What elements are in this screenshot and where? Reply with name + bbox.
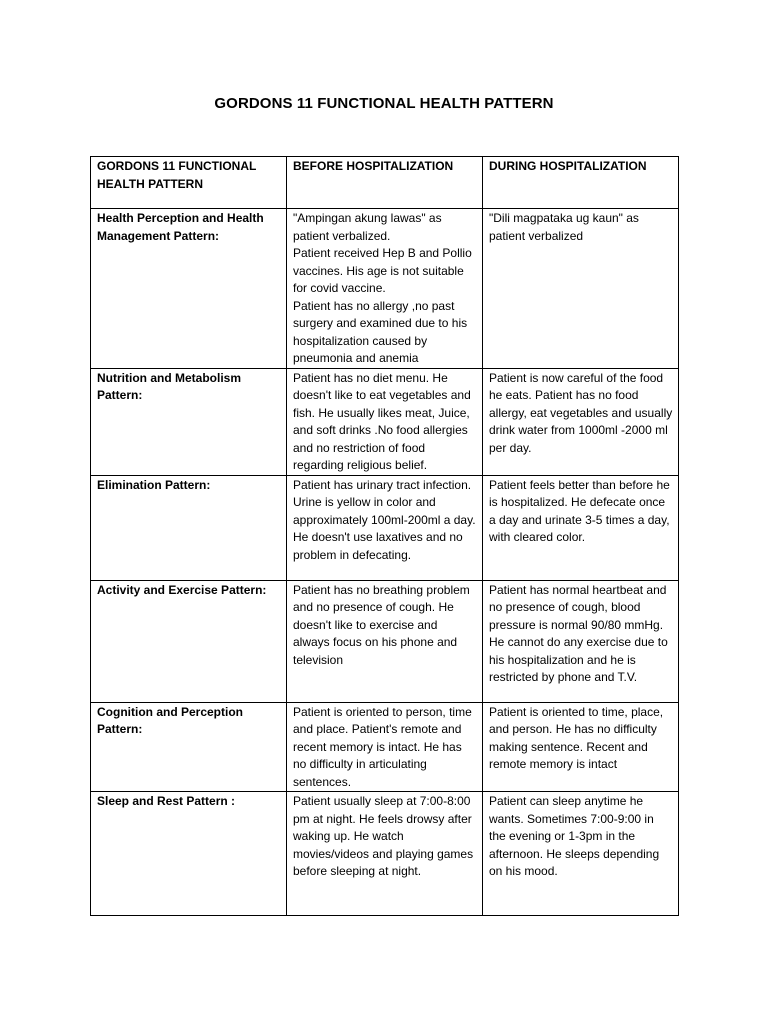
table-row: [91, 580, 679, 702]
header-during-hospitalization: DURING HOSPITALIZATION: [483, 157, 679, 209]
during-text: Patient feels better than before he is hospitalized. He defecate once a day and urinate 3-5 times a day, with cleared color.: [489, 477, 670, 544]
before-cell: [287, 580, 483, 702]
functional-health-pattern-table: [90, 156, 679, 916]
page-title: GORDONS 11 FUNCTIONAL HEALTH PATTERN: [214, 95, 554, 112]
during-cell: [483, 580, 679, 702]
header-before-hospitalization: BEFORE HOSPITALIZATION: [287, 157, 483, 209]
during-text: Patient can sleep anytime he wants. Sometimes 7:00-9:00 in the evening or 1-3pm in the afternoon. He sleeps depending on his mood.: [489, 794, 660, 878]
during-cell: [483, 475, 679, 580]
before-text: Patient has no diet menu. He doesn't like to eat vegetables and fish. He usually likes meat, Juice, and soft drinks .No food allergies and no restriction of food regarding religious belief.: [293, 370, 471, 472]
table-row: [91, 702, 679, 792]
during-text: Patient has normal heartbeat and no presence of cough, blood pressure is normal 90/80 mmHg. He cannot do any exercise due to his hospitalization and he is restricted by phone and T.V.: [489, 582, 668, 684]
during-cell: [483, 702, 679, 792]
header-pattern: GORDONS 11 FUNCTIONAL HEALTH PATTERN: [91, 157, 287, 209]
pattern-label: Nutrition and Metabolism Pattern:: [91, 368, 287, 475]
before-cell: [287, 702, 483, 792]
during-cell: [483, 209, 679, 369]
before-cell: [287, 209, 483, 369]
pattern-label: Sleep and Rest Pattern :: [91, 792, 287, 916]
table-row: [91, 792, 679, 916]
during-text: Patient is now careful of the food he eats. Patient has no food allergy, eat vegetables and usually drink water from 1000ml -2000 ml per day.: [489, 370, 673, 455]
table-row: [91, 368, 679, 475]
table-header-row: [91, 157, 679, 209]
pattern-label: Elimination Pattern:: [91, 475, 287, 580]
during-cell: [483, 792, 679, 916]
table-row: [91, 209, 679, 369]
before-text: Patient received Hep B and Pollio vaccines. His age is not suitable for covid vaccine.: [293, 246, 472, 295]
pattern-label: Activity and Exercise Pattern:: [91, 580, 287, 702]
during-cell: [483, 368, 679, 475]
before-text: Patient usually sleep at 7:00-8:00 pm at night. He feels drowsy after waking up. He watch movies/videos and playing games before sleeping at night.: [293, 794, 474, 878]
before-text: Patient has no allergy ,no past surgery and examined due to his hospitalization caused by pneumonia and anemia: [293, 298, 468, 365]
before-text: Patient is oriented to person, time and place. Patient's remote and recent memory is intact. He has no difficulty in articulating sentences.: [293, 704, 472, 789]
before-cell: [287, 792, 483, 916]
before-text: Patient has no breathing problem and no presence of cough. He doesn't like to exercise and always focus on his phone and television: [293, 582, 470, 667]
pattern-label: Cognition and Perception Pattern:: [91, 702, 287, 792]
before-text: "Ampingan akung lawas" as patient verbalized.: [293, 211, 442, 243]
before-cell: [287, 475, 483, 580]
during-text: Patient is oriented to time, place, and person. He has no difficulty making sentence. Recent and remote memory is intact: [489, 704, 664, 771]
table-row: [91, 475, 679, 580]
pattern-label: Health Perception and Health Management Pattern:: [91, 209, 287, 369]
before-cell: [287, 368, 483, 475]
before-text: Patient has urinary tract infection. Urine is yellow in color and approximately 100ml-200ml a day. He doesn't use laxatives and no problem in defecating.: [293, 477, 476, 562]
during-text: "Dili magpataka ug kaun" as patient verbalized: [489, 211, 639, 243]
